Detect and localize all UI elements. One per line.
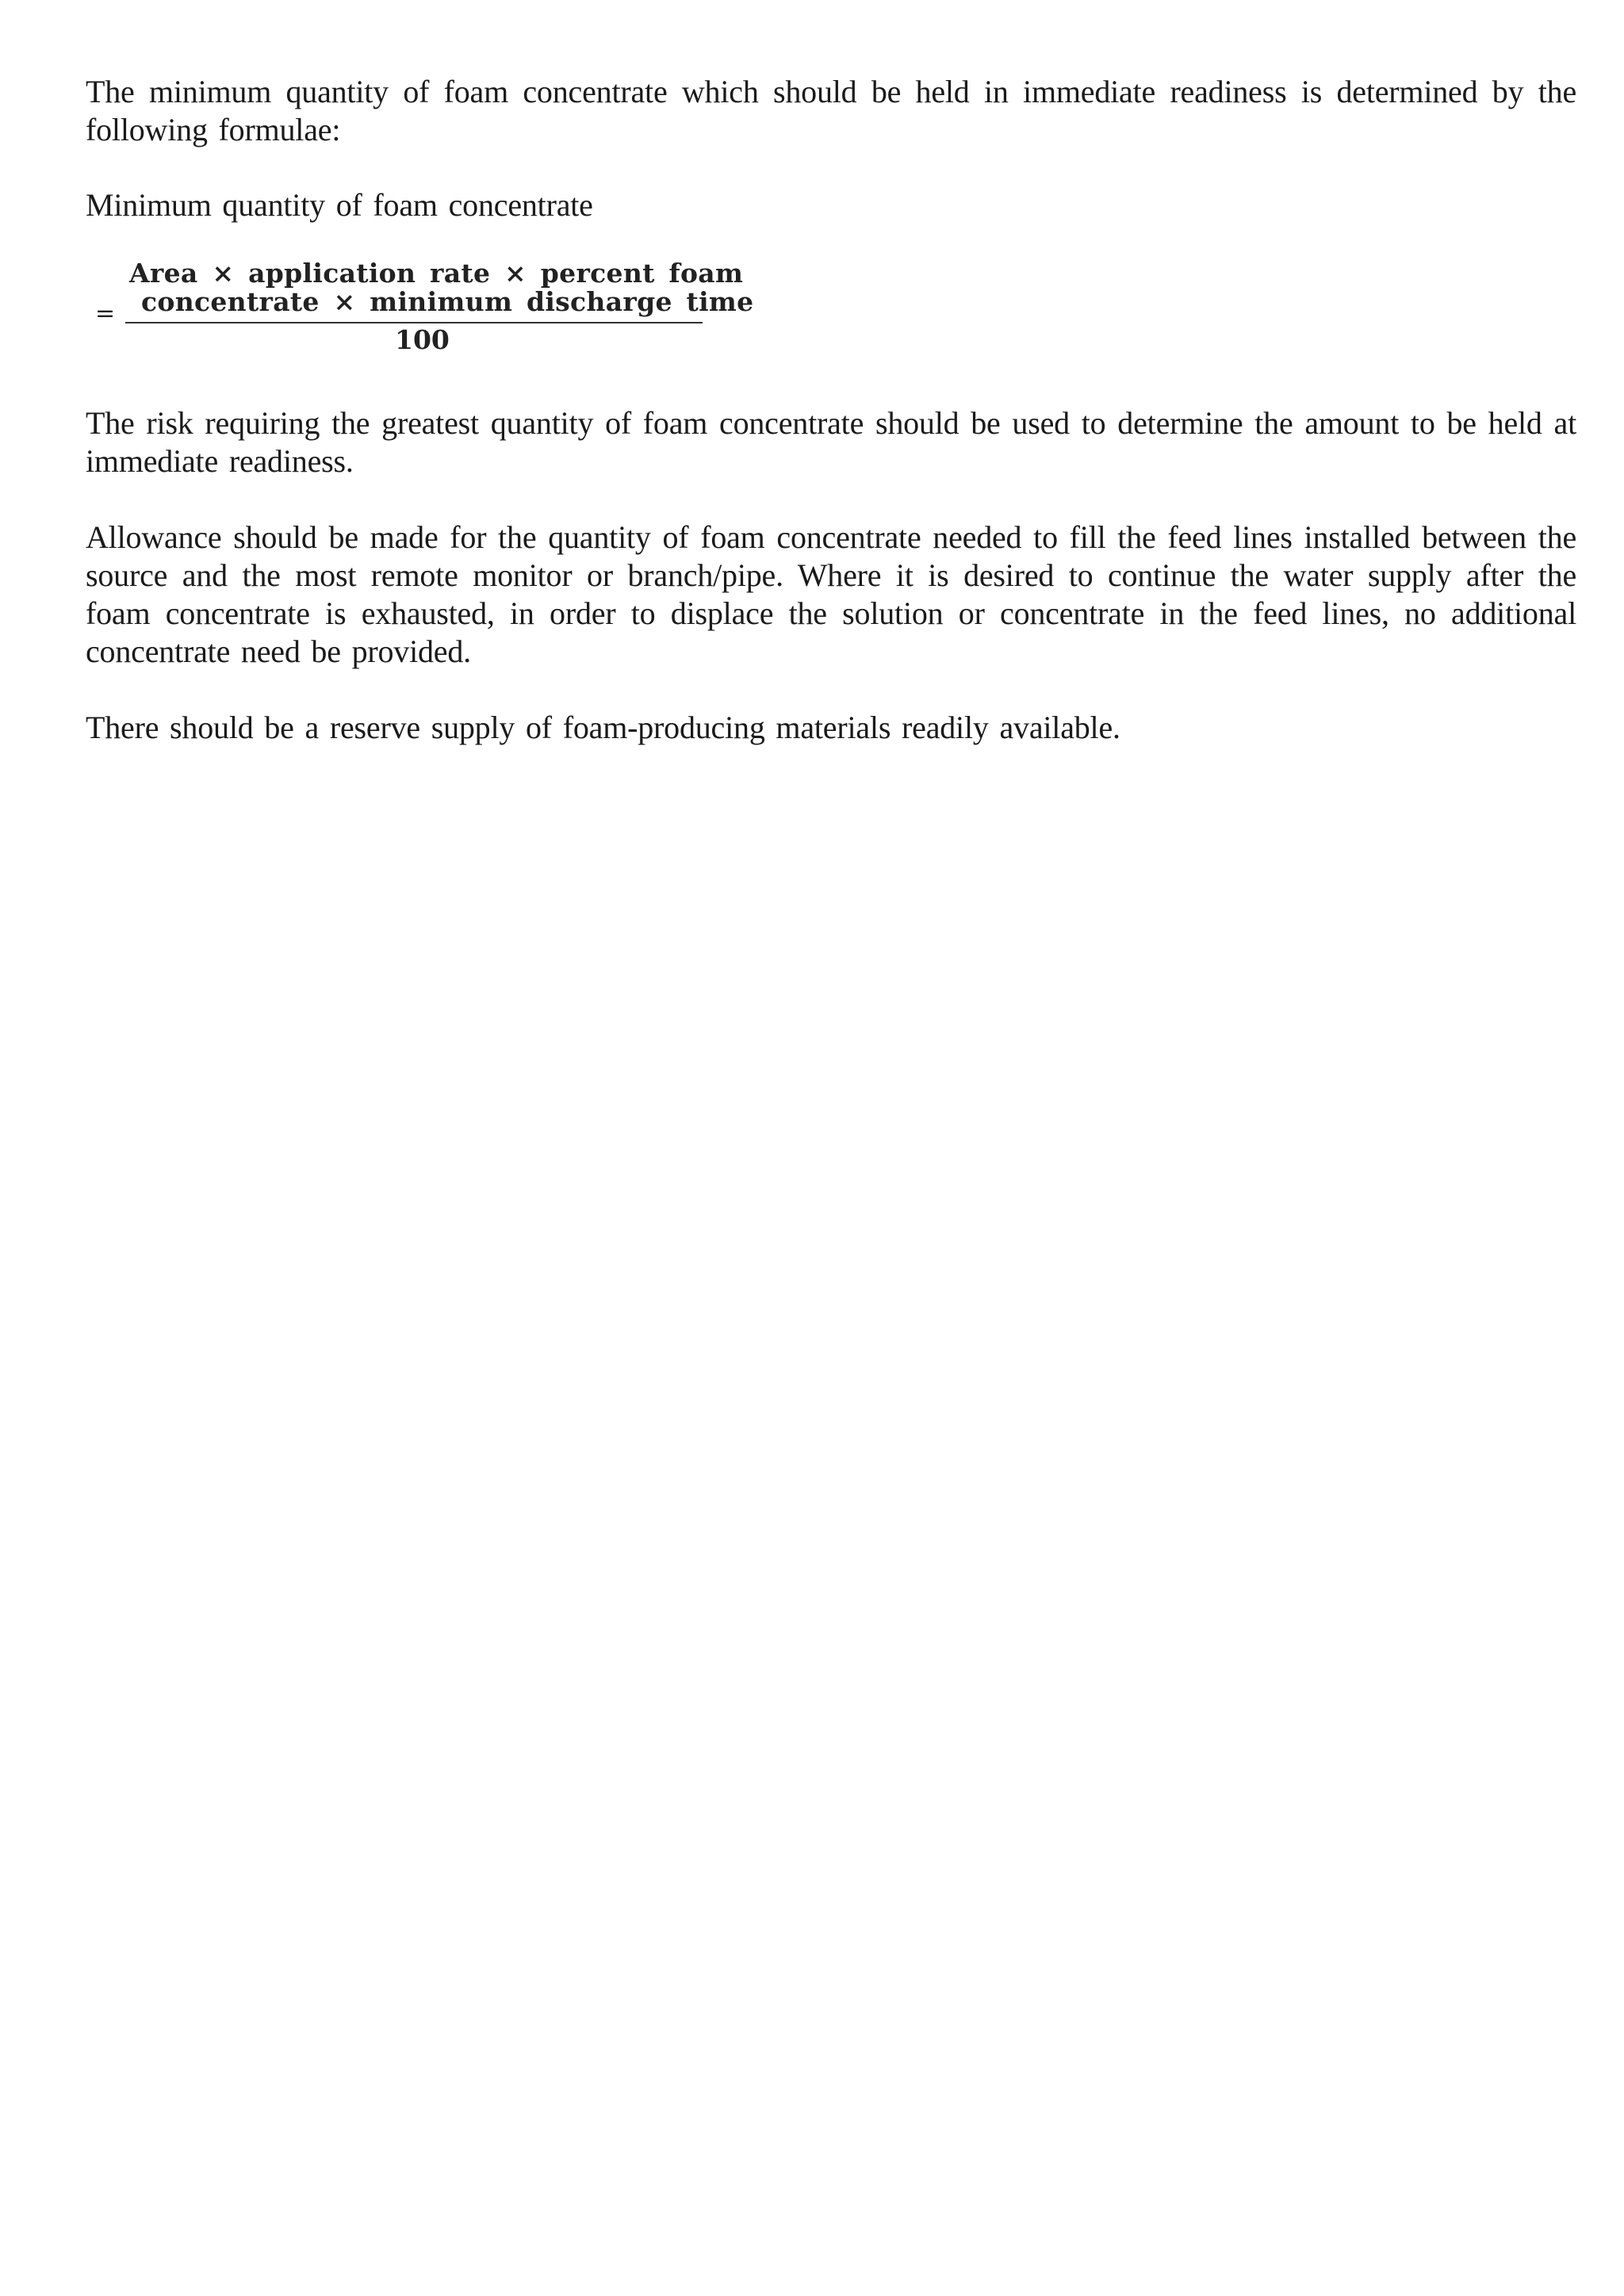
formula-block [86,258,754,369]
formula-equals-sign: = [95,300,116,327]
formula-numerator-line-2: concentrate × minimum discharge time [141,286,754,317]
paragraph-formula-label: Minimum quantity of foam concentrate [86,187,593,223]
paragraph-greatest-risk: The risk requiring the greatest quantity of foam concentrate should be used to determine the amount to be held at immediate readiness. [86,405,1576,479]
paragraph-reserve-supply: There should be a reserve supply of foam-producing materials readily available. [86,710,1120,745]
formula-denominator: 100 [395,324,450,355]
formula-fraction-bar [125,322,703,323]
formula-numerator-line-1: Area × application rate × percent foam [129,258,744,289]
paragraph-formula-intro: The minimum quantity of foam concentrate which should be held in immediate readiness is determined by the following formulae: [86,74,1576,147]
paragraph-allowance: Allowance should be made for the quantity of foam concentrate needed to fill the feed lines installed between the source and the most remote monitor or branch/pipe. Where it is desired to continue the water supply after the foam concentrate is exhausted, in order to displace the solution or concentrate in the feed lines, no additional concentrate need be provided. [86,519,1576,669]
